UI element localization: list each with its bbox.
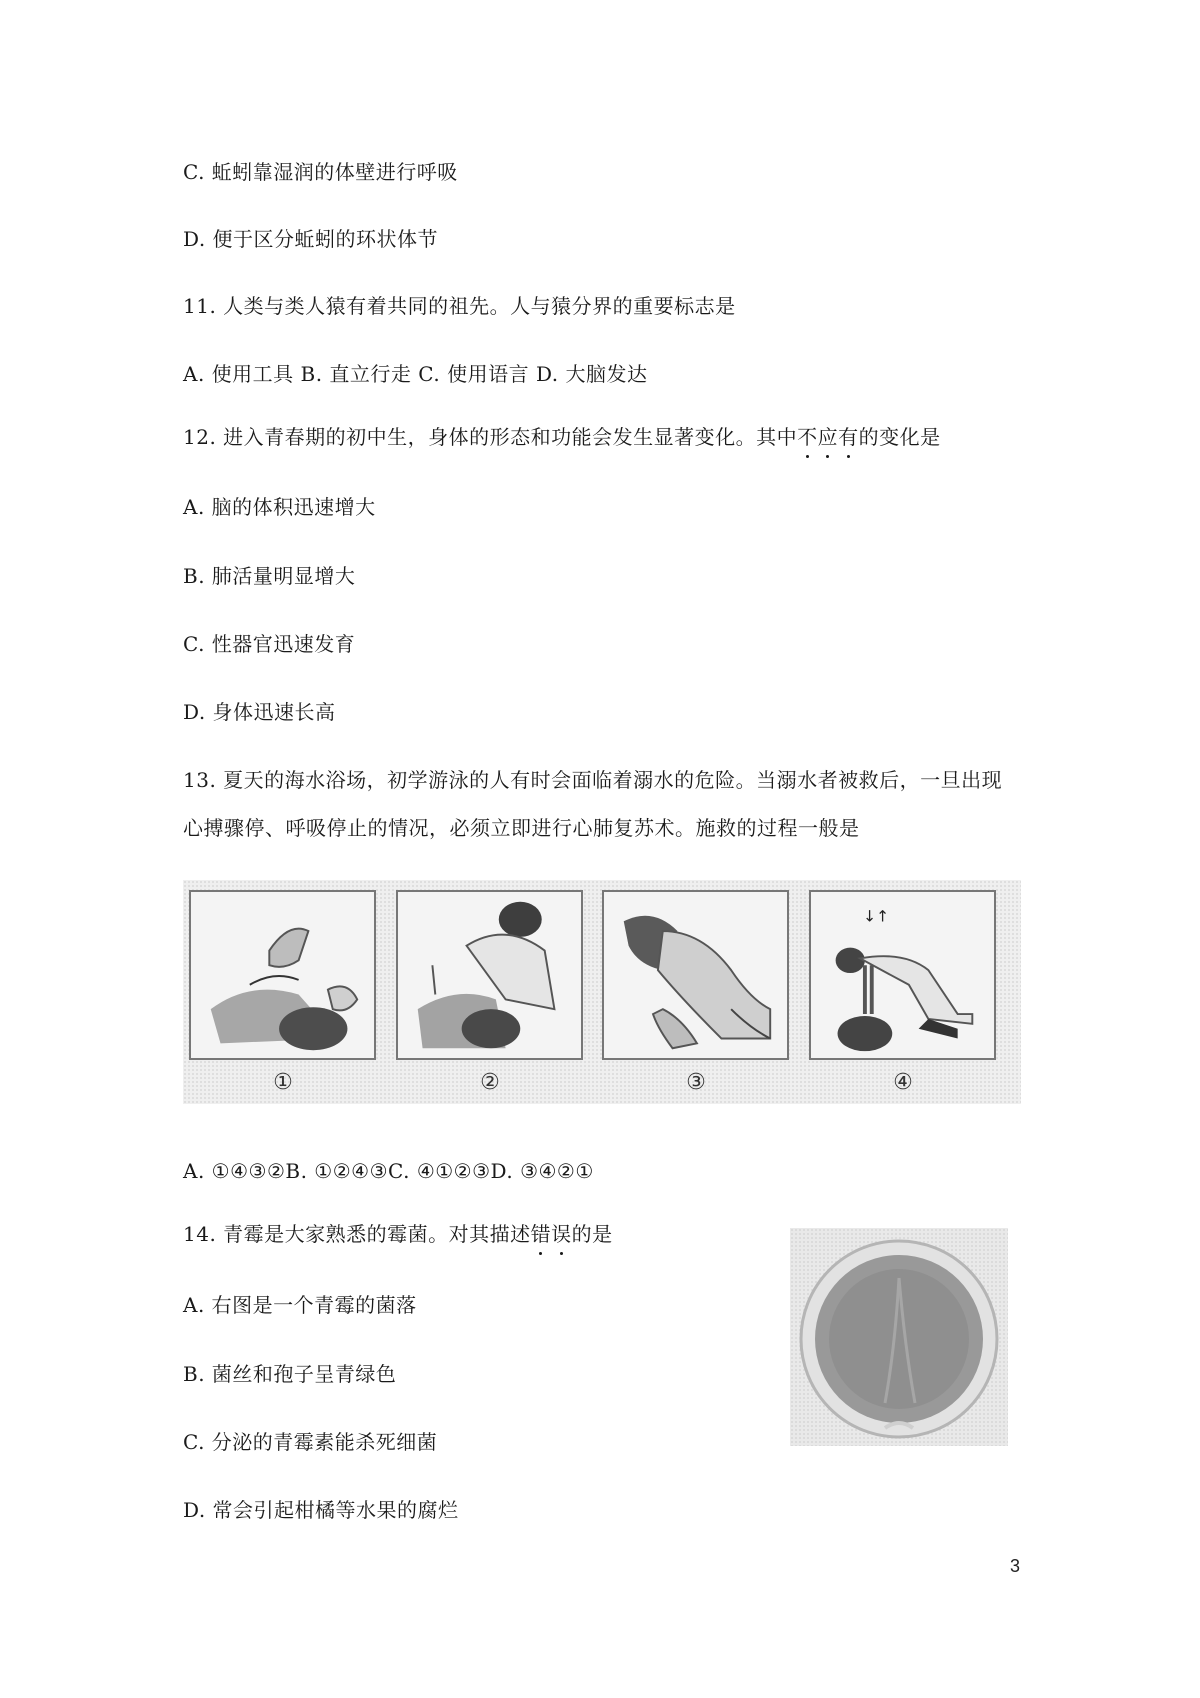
question-14-option-c: C. 分泌的青霉素能杀死细菌 (183, 1430, 438, 1454)
question-10-option-d: D. 便于区分蚯蚓的环状体节 (183, 227, 439, 251)
question-14-stem (183, 1220, 613, 1248)
question-13-stem-line-2: 心搏骤停、呼吸停止的情况，必须立即进行心肺复苏术。施救的过程一般是 (183, 816, 860, 840)
question-14-stem-text: 14. 青霉是大家熟悉的霉菌。对其描述 (183, 1222, 531, 1246)
page-number: 3 (1010, 1556, 1021, 1576)
emphasis-char: 误 (551, 1222, 572, 1246)
penicillium-colony-image (790, 1228, 1008, 1446)
question-12-option-a: A. 脑的体积迅速增大 (183, 495, 376, 519)
question-14-stem-text: 的是 (571, 1222, 613, 1246)
question-12-stem-text: 的变化是 (858, 425, 941, 449)
question-14-option-a: A. 右图是一个青霉的菌落 (183, 1293, 417, 1317)
emphasis-char: 不 (797, 425, 818, 449)
question-12-option-d: D. 身体迅速长高 (183, 700, 336, 724)
emphasis-char: 错 (530, 1222, 552, 1246)
question-10-option-c: C. 蚯蚓靠湿润的体壁进行呼吸 (183, 160, 458, 184)
compression-arrows-icon: ↓↑ (862, 907, 890, 926)
question-12-option-b: B. 肺活量明显增大 (183, 564, 356, 588)
cpr-step-panel-4 (809, 890, 996, 1060)
question-11-stem: 11. 人类与类人猿有着共同的祖先。人与猿分界的重要标志是 (183, 294, 736, 318)
rescue-breath-illustration (398, 892, 581, 1058)
panel-label-2: ② (480, 1070, 500, 1095)
head-tilt-illustration (191, 892, 374, 1058)
question-12-stem-text: 12. 进入青春期的初中生，身体的形态和功能会发生显著变化。其中 (183, 425, 798, 449)
chest-compression-illustration (811, 892, 994, 1058)
cpr-step-panel-1 (189, 890, 376, 1060)
cpr-step-panel-2 (396, 890, 583, 1060)
question-13-stem-line-1: 13. 夏天的海水浴场，初学游泳的人有时会面临着溺水的危险。当溺水者被救后，一旦出现 (183, 768, 1003, 792)
cpr-steps-figure (183, 880, 1021, 1104)
emphasis-char: 应 (817, 425, 839, 449)
question-11-options: A. 使用工具 B. 直立行走 C. 使用语言 D. 大脑发达 (183, 362, 648, 386)
question-14-option-d: D. 常会引起柑橘等水果的腐烂 (183, 1498, 459, 1522)
question-12-stem (183, 423, 941, 451)
panel-label-1: ① (273, 1070, 293, 1095)
panel-label-4: ④ (893, 1070, 913, 1095)
question-13-options: A. ①④③②B. ①②④③C. ④①②③D. ③④②① (183, 1159, 594, 1183)
question-12-option-c: C. 性器官迅速发育 (183, 632, 356, 656)
emphasis-char: 有 (838, 425, 859, 449)
pulse-check-illustration (604, 892, 787, 1058)
colony-illustration (790, 1228, 1008, 1446)
panel-label-3: ③ (686, 1070, 706, 1095)
question-14-option-b: B. 菌丝和孢子呈青绿色 (183, 1362, 397, 1386)
cpr-step-panel-3 (602, 890, 789, 1060)
